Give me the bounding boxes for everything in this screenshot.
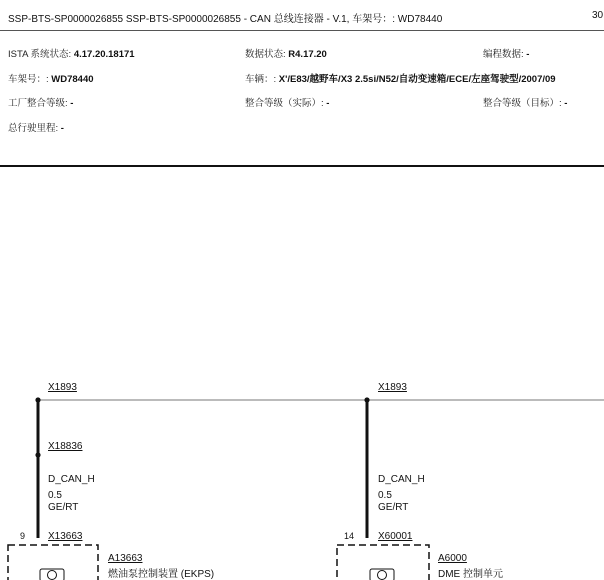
actual-level-value: - — [326, 98, 330, 109]
ista-status-label: ISTA 系统状态: — [8, 49, 72, 60]
left-component-name: 燃油泵控制装置 (EKPS) — [108, 569, 215, 580]
factory-level-value: - — [70, 98, 74, 109]
right-top-connector[interactable]: X1893 — [378, 382, 407, 393]
vin-label: 车架号：: — [8, 74, 49, 85]
mileage-value: - — [60, 123, 64, 134]
left-mid-connector[interactable]: X18836 — [48, 441, 83, 452]
vin-value: WD78440 — [51, 74, 94, 85]
left-top-connector[interactable]: X1893 — [48, 382, 77, 393]
left-branch — [8, 382, 214, 580]
left-cross-section: 0.5 — [48, 490, 62, 501]
right-component-box — [337, 545, 429, 580]
left-component-box — [8, 545, 98, 580]
page-number: 30 — [592, 10, 604, 21]
data-status-label: 数据状态: — [245, 49, 286, 60]
right-pin-connector[interactable]: X60001 — [378, 531, 413, 542]
ista-status-value: 4.17.20.18171 — [73, 49, 135, 60]
right-color-code: GE/RT — [378, 502, 409, 513]
target-level-value: - — [564, 98, 568, 109]
left-signal: D_CAN_H — [48, 474, 95, 485]
right-cross-section: 0.5 — [378, 490, 392, 501]
vehicle-label: 车辆：: — [245, 74, 277, 85]
left-mid-dot — [35, 452, 40, 457]
left-color-code: GE/RT — [48, 502, 79, 513]
left-component-id[interactable]: A13663 — [108, 553, 143, 564]
right-component-name: DME 控制单元 — [438, 569, 503, 580]
left-pin-connector[interactable]: X13663 — [48, 531, 83, 542]
right-signal: D_CAN_H — [378, 474, 425, 485]
factory-level-label: 工厂整合等级: — [8, 98, 68, 109]
right-component-id[interactable]: A6000 — [438, 553, 467, 564]
target-level-label: 整合等级（目标）: — [483, 98, 562, 109]
programming-data-label: 编程数据: — [483, 49, 524, 60]
right-branch — [337, 382, 503, 580]
right-pin-number: 14 — [344, 531, 355, 541]
programming-data-value: - — [526, 49, 530, 60]
document-title: SSP-BTS-SP0000026855 SSP-BTS-SP0000026855 - CAN 总线连接器 - V.1, 车架号：: WD78440 — [8, 14, 443, 25]
data-status-value: R4.17.20 — [288, 49, 327, 60]
left-pin-number: 9 — [20, 531, 26, 541]
actual-level-label: 整合等级（实际）: — [245, 98, 324, 109]
mileage-label: 总行驶里程: — [8, 123, 59, 134]
vehicle-value: X'/E83/越野车/X3 2.5si/N52/自动变速箱/ECE/左座驾驶型/2007/09 — [278, 74, 556, 85]
